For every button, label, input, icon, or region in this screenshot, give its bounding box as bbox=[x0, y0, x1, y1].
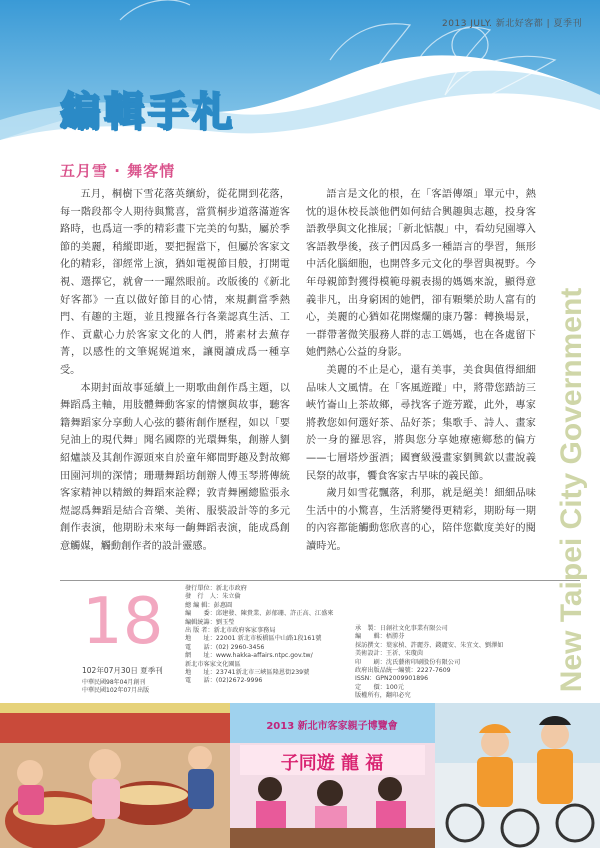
credits-left bbox=[185, 585, 334, 686]
paragraph: 五月，桐樹下雪花落英繽紛，從花開到花落，每一階段都令人期待與驚喜，當賞桐步道落滿遊客路時，也爲這一季的精彩畫下完美的句點，屬於季節的美麗，稍縱即逝，要把握當下，但屬於客家文化的精彩，卻經常上演，猶如電視節目般，打開電視、選擇它，就會一一躍然眼前。改版後的《新北好客都》一直以做好節目的心情，來規劃當季熱門、有趣的主題，並且搜羅各行各業認真生活、工作、貢獻心力於客家文化的人們，將素材去蕪存菁，以感性的文筆娓娓道來，讓閱讀成爲一種享受。 bbox=[60, 189, 290, 376]
registration-info bbox=[82, 679, 149, 695]
website-link[interactable]: 網 址：www.hakka-affairs.ntpc.gov.tw/ bbox=[185, 652, 313, 660]
issue-date: 102年07月30日 夏季刊 bbox=[82, 666, 163, 675]
credit-line: 印 刷：沈氏藝術印刷股份有限公司 bbox=[355, 658, 461, 666]
credits-right bbox=[355, 625, 504, 701]
credit-line: 版權所有，翻印必究 bbox=[355, 692, 411, 700]
credit-line: 地 址：23741新北市三峽區隆恩街239號 bbox=[185, 669, 310, 677]
article-column-right bbox=[306, 186, 536, 555]
paragraph: 美麗的不止是心，還有美事，美食與值得細細品味人文風情。在「客風遊蹤」中，將帶您踏訪三峽竹崙山上茶故鄉，尋找客子遊芳蹤，此外，專家將教您如何選好茶、品好茶；集歌手、詩人、畫家於一身的羅思容，將與您分享她療癒鄉愁的偏方——七層塔炒蛋酒；國寶級漫畫家劉興欽以畫說義民祭的故事，饗食客家古早味的義民節。 bbox=[306, 364, 536, 482]
vertical-caption-text: New Taipei City Government bbox=[554, 287, 588, 693]
credit-line: 政府出版品統一編號：2227-7609 bbox=[355, 667, 451, 675]
credit-line: 編輯統籌：劉玉瑩 bbox=[185, 618, 235, 626]
credit-line: 電 話：(02) 2960-3456 bbox=[185, 643, 265, 651]
page-title: 編輯手札 bbox=[60, 89, 236, 135]
credit-line: 定 價：100元 bbox=[355, 683, 404, 691]
paragraph: 本期封面故事延續上一期歌曲創作爲主題，以舞蹈爲主軸，用肢體舞動客家的情懷與故事，聽客籍舞蹈家分享動人心弦的藝術創作歷程，如以「要兒油上的現代舞」聞名國際的光環舞集，創辦人劉紹爐談及其創作源頭來自於童年鄉間野趣及對故鄉田園河圳的深情；珊珊舞蹈坊創辦人傅玉琴將傳統客家精神以精緻的舞蹈來詮釋；敦青舞團總監張永煜認爲舞蹈是結合音樂、美術、服裝設計等的多元創作表演，他期盼未來每一齣舞蹈表演，能成爲創意觸媒，觸動創作者的設計靈感。 bbox=[60, 382, 290, 552]
article-title: 五月雪 · 舞客情 bbox=[60, 162, 176, 180]
expo-sign-text: 子同遊 龍 福 bbox=[280, 753, 384, 774]
credit-line: 編 輯：梧勝芬 bbox=[355, 633, 405, 641]
credit-line: ISSN：GPN2009901896 bbox=[355, 675, 429, 683]
credit-line: 總 編 輯：彭惠圓 bbox=[185, 601, 233, 609]
article-column-left bbox=[60, 186, 290, 555]
credit-line: 發行單位：新北市政府 bbox=[185, 585, 247, 592]
issue-line: 2013 JULY. 新北好客都 | 夏季刊 bbox=[442, 19, 582, 29]
credit-line: 編 委：邱建發、陳貴業、彭郁珊、許正高、江盛來 bbox=[185, 610, 334, 618]
expo-banner-text: 2013 新北市客家親子博覽會 bbox=[266, 721, 398, 732]
registration-line: 中華民國98年04月創刊 bbox=[82, 679, 146, 686]
paragraph: 歲月如雪花飄落，利那，就是絕美！細細品味生活中的小驚喜，生活將變得更精彩，期盼每一期的內容都能觸動您欣喜的心，陪伴您歡度美好的閱讀時光。 bbox=[306, 488, 536, 552]
credit-line: 承 製：日創社文化事業有限公司 bbox=[355, 625, 448, 632]
colophon bbox=[60, 580, 580, 700]
credit-line: 發 行 人：朱立倫 bbox=[185, 593, 241, 601]
credit-line: 電 話：(02)2672-9996 bbox=[185, 677, 263, 685]
credit-line: 出 版 者：新北市政府客家事務局 bbox=[185, 627, 276, 635]
credit-line: 美術設計：王祈、宋瓊茵 bbox=[355, 650, 424, 658]
credit-line: 新北市客家文化園區 bbox=[185, 660, 241, 668]
credit-line: 地 址：22001 新北市板橋區中山路1段161號 bbox=[185, 635, 322, 643]
registration-line: 中華民國102年07月出版 bbox=[82, 687, 150, 694]
issue-number: 18 bbox=[82, 585, 164, 659]
photo-expo bbox=[230, 703, 435, 848]
paragraph: 語言是文化的根，在「客語傳頌」單元中，熱忱的退休校長談他們如何結合興趣與志趣，投身客語教學與文化推展；「新北惦靚」中，看幼兒園導入客語教學後，孩子們因爲多一種語言的學習，無形中活化腦細胞，也開啓多元文化的學習與視野。今年母親節對獲得模範母親表揚的媽媽來說，顯得意義非凡，出身窮困的她們，卻有顆樂於助人富有的心，美麗的心猶如花開燦爛的康乃馨：轉換場景，一群帶著微笑服務人群的志工媽媽，也在各處留下她們熱心公益的身影。 bbox=[306, 189, 536, 359]
credit-line: 採訪撰文：葉家楨、許麗芬、錢麗安、朱宜文、劉澤如 bbox=[355, 641, 504, 649]
header-band bbox=[0, 0, 600, 150]
photo-cyclists bbox=[435, 703, 600, 848]
photo-drums bbox=[0, 703, 230, 848]
